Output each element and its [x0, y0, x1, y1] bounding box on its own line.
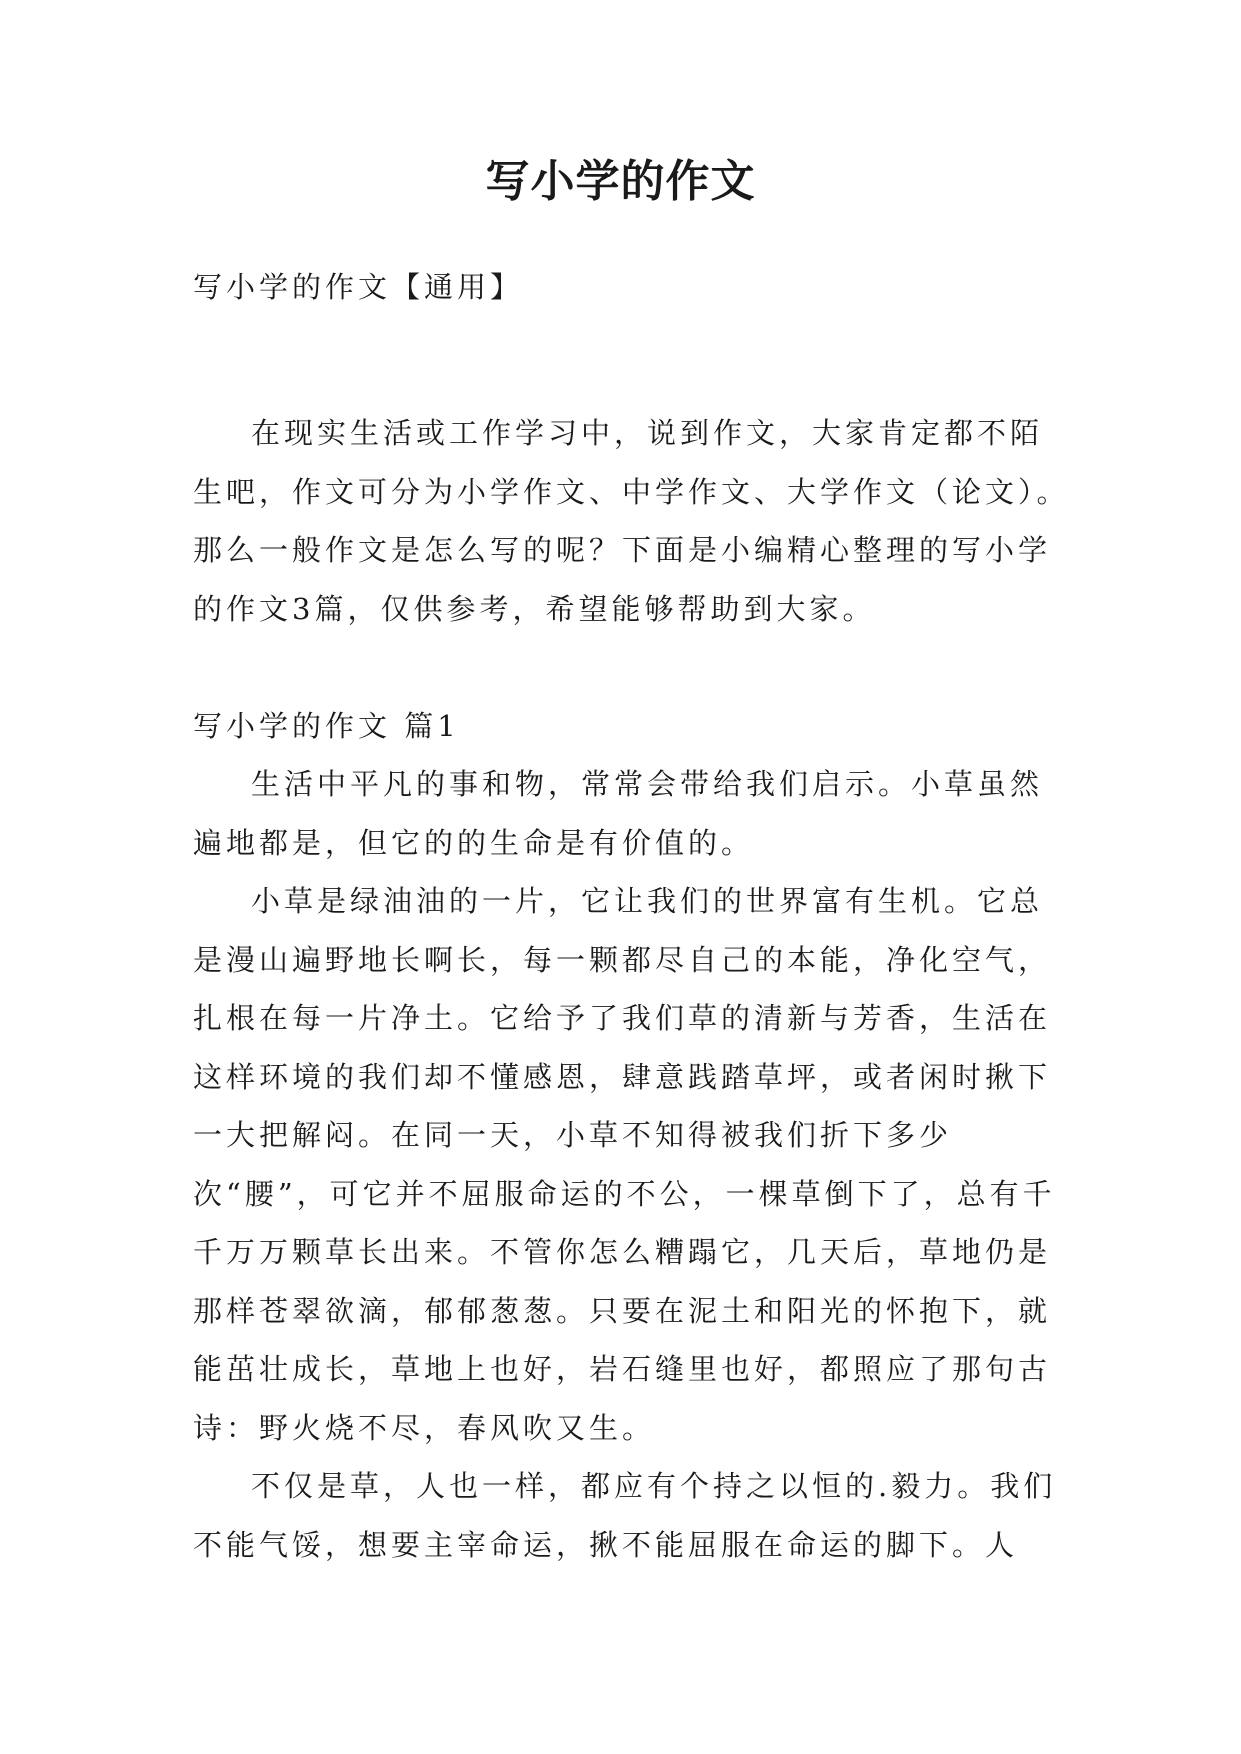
paragraph-2: 小草是绿油油的一片，它让我们的世界富有生机。它总是漫山遍野地长啊长，每一颗都尽自己的本能，净化空气，扎根在每一片净土。它给予了我们草的清新与芳香，生活在这样环境的我们却不懂感恩，肆意践踏草坪，或者闲时揪下一大把解闷。在同一天，小草不知得被我们折下多少次“腰”，可它并不屈服命运的不公，一棵草倒下了，总有千千万万颗草长出来。不管你怎么糟蹋它，几天后，草地仍是那样苍翠欲滴，郁郁葱葱。只要在泥土和阳光的怀抱下，就能茁壮成长，草地上也好，岩石缝里也好，都照应了那句古诗：野火烧不尽，春风吹又生。 — [193, 884, 1056, 1445]
paragraph-3: 不仅是草，人也一样，都应有个持之以恒的.毅力。我们不能气馁，想要主宰命运，揪不能屈服在命运的脚下。人 — [193, 1469, 1057, 1562]
intro-paragraph: 在现实生活或工作学习中，说到作文，大家肯定都不陌生吧，作文可分为小学作文、中学作文、大学作文（论文）。那么一般作文是怎么写的呢？下面是小编精心整理的写小学的作文3篇，仅供参考，希望能够帮助到大家。 — [193, 416, 1070, 626]
document-title: 写小学的作文 — [485, 156, 756, 207]
article-body — [193, 755, 1073, 1574]
intro-section — [193, 404, 1073, 638]
document-subtitle: 写小学的作文【通用】 — [193, 270, 524, 304]
section-heading: 写小学的作文 篇1 — [193, 709, 460, 743]
paragraph-1: 生活中平凡的事和物，常常会带给我们启示。小草虽然遍地都是，但它的的生命是有价值的。 — [193, 767, 1044, 860]
